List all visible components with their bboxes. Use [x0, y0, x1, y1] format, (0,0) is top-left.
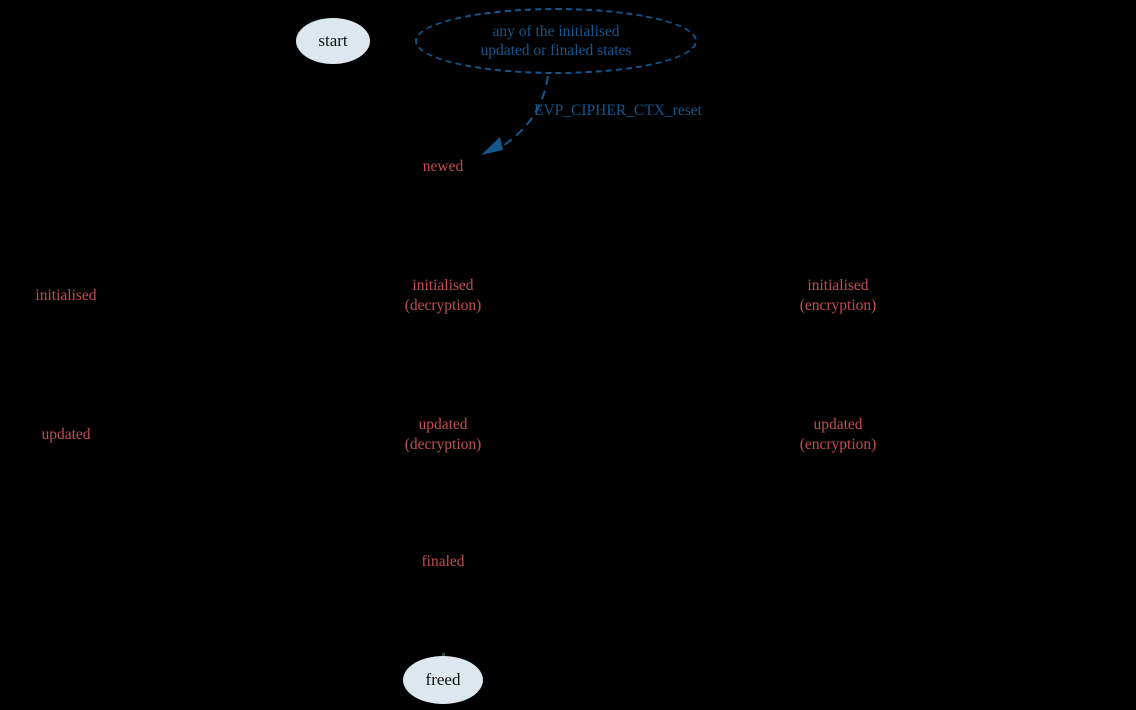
node-updated: updated — [41, 426, 91, 443]
reset-edge-label: EVP_CIPHER_CTX_reset — [534, 102, 702, 119]
arrowhead-icon — [481, 137, 503, 155]
node-initialised-decryption — [405, 276, 482, 316]
node-any-states — [415, 8, 697, 74]
node-updated-decryption-line1: updated — [418, 416, 468, 433]
node-start — [296, 18, 370, 64]
node-updated-encryption — [800, 415, 877, 455]
node-initialised: initialised — [35, 287, 97, 304]
node-updated-encryption-line1: updated — [813, 416, 863, 433]
node-freed — [403, 656, 483, 704]
node-any-states-line1: any of the initialised — [492, 23, 620, 40]
node-initialised-encryption-line1: initialised — [807, 277, 869, 294]
node-freed-label: freed — [425, 670, 461, 689]
node-start-label: start — [318, 31, 348, 50]
node-initialised-decryption-line1: initialised — [412, 277, 474, 294]
node-any-states-line2: updated or finaled states — [480, 42, 632, 59]
node-updated-decryption — [405, 415, 482, 455]
node-updated-decryption-line2: (decryption) — [404, 436, 482, 453]
node-initialised-encryption-line2: (encryption) — [799, 297, 877, 314]
node-newed: newed — [422, 158, 464, 175]
node-finaled: finaled — [421, 553, 465, 570]
node-updated-encryption-line2: (encryption) — [799, 436, 877, 453]
node-initialised-decryption-line2: (decryption) — [404, 297, 482, 314]
node-initialised-encryption — [800, 276, 877, 316]
